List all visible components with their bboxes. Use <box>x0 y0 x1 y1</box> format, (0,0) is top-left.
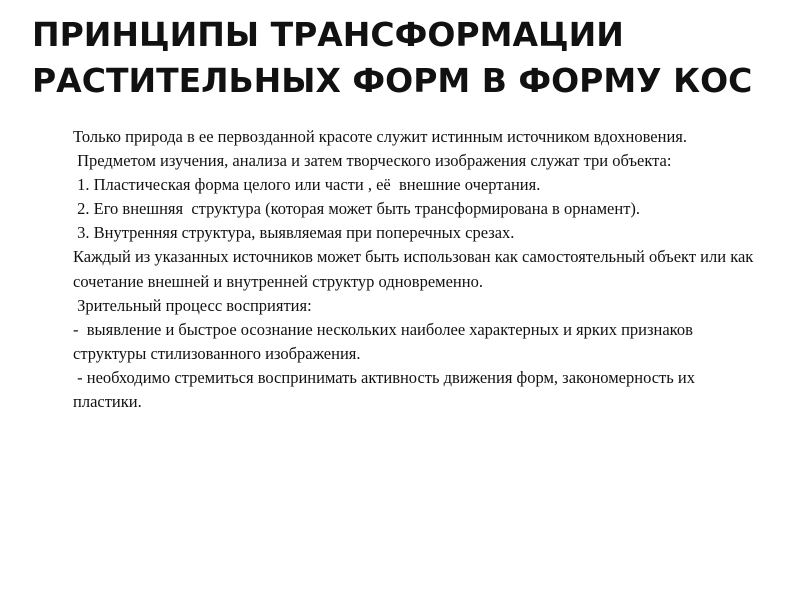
bullet-item-movement: - необходимо стремиться воспринимать активность движения форм, закономерность их пластики. <box>73 367 700 412</box>
list-item-plastic-form: 1. Пластическая форма целого или части , её внешние очертания. <box>73 175 541 195</box>
paragraph-subject: Предметом изучения, анализа и затем творческого изображения служат три объекта: <box>73 151 672 171</box>
bullet-item-recognition: - выявление и быстрое осознание нескольких наиболее характерных и ярких признаков структуры стилизованного изображения. <box>73 319 706 363</box>
list-item-internal-structure: 3. Внутренняя структура, выявляемая при поперечных срезах. <box>73 223 515 243</box>
slide-body <box>73 125 763 414</box>
paragraph-perception: Зрительный процесс восприятия: <box>73 295 312 315</box>
slide-title-line-1: ПРИНЦИПЫ ТРАНСФОРМАЦИИ <box>32 15 624 54</box>
slide-title-line-2: РАСТИТЕЛЬНЫХ ФОРМ В ФОРМУ КОС <box>32 61 753 100</box>
paragraph-sources: Каждый из указанных источников может быть использован как самостоятельный объект или как сочетание внешней и внутренней структур одновременно. <box>73 247 758 291</box>
slide-title <box>32 12 800 104</box>
paragraph-nature: Только природа в ее первозданной красоте служит истинным источником вдохновения. <box>73 127 687 146</box>
list-item-external-structure: 2. Его внешняя структура (которая может быть трансформирована в орнамент). <box>73 199 641 219</box>
